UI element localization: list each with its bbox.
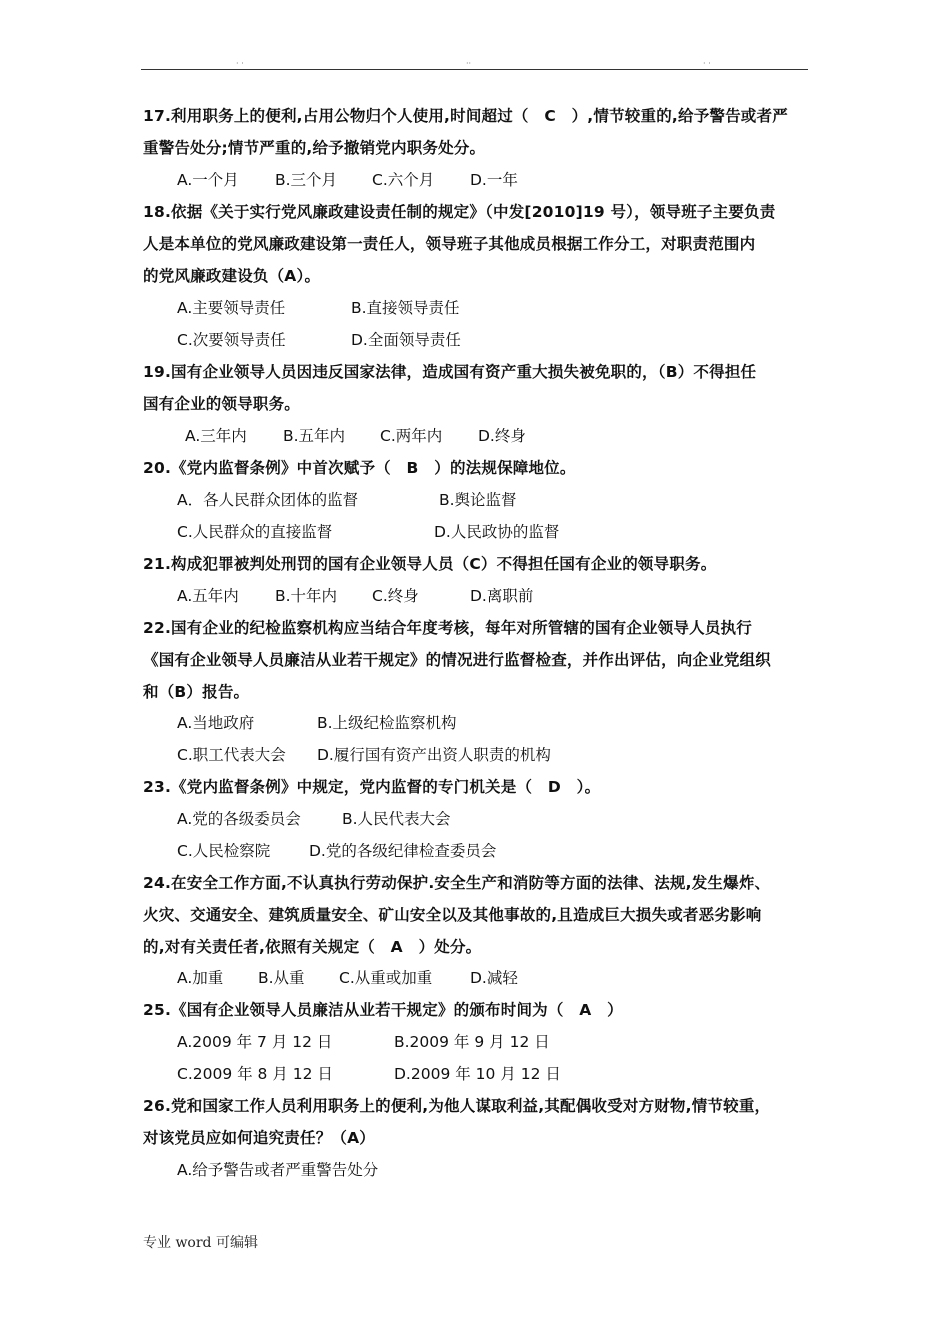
question-25 bbox=[143, 994, 811, 1026]
option-d: D.全面领导责任 bbox=[351, 331, 461, 349]
option-a: A.2009 年 7 月 12 日 bbox=[177, 1033, 333, 1051]
question-text-line: 对该党员应如何追究责任？（A） bbox=[143, 1129, 375, 1147]
option-b: B.舆论监督 bbox=[439, 491, 517, 509]
header-mark-right: · · bbox=[703, 59, 711, 68]
option-c: C.从重或加重 bbox=[339, 969, 433, 987]
question-text-line: 18.依据《关于实行党风廉政建设责任制的规定》（中发[2010]19 号），领导班子主要负责 bbox=[143, 203, 776, 221]
option-b: B.五年内 bbox=[283, 427, 346, 445]
question-text-line: 22.国有企业的纪检监察机构应当结合年度考核，每年对所管辖的国有企业领导人员执行 bbox=[143, 619, 752, 637]
option-d: D.终身 bbox=[478, 427, 526, 445]
question-17 bbox=[143, 100, 811, 164]
question-text-line: 19.国有企业领导人员因违反国家法律，造成国有资产重大损失被免职的，（B）不得担任 bbox=[143, 363, 757, 381]
option-c: C.人民群众的直接监督 bbox=[177, 523, 333, 541]
option-a: A.五年内 bbox=[177, 587, 239, 605]
question-text-line: 国有企业的领导职务。 bbox=[143, 395, 301, 413]
option-a: A.一个月 bbox=[177, 171, 239, 189]
option-a: A.三年内 bbox=[185, 427, 247, 445]
option-b: B.从重 bbox=[258, 969, 305, 987]
option-a: A.党的各级委员会 bbox=[177, 810, 301, 828]
question-text-line: 和（B）报告。 bbox=[143, 683, 250, 701]
option-c: C.终身 bbox=[372, 587, 419, 605]
question-text-line: 21.构成犯罪被判处刑罚的国有企业领导人员（C）不得担任国有企业的领导职务。 bbox=[143, 555, 717, 573]
option-b: B.2009 年 9 月 12 日 bbox=[394, 1033, 550, 1051]
option-c: C.次要领导责任 bbox=[177, 331, 286, 349]
option-d: D.2009 年 10 月 12 日 bbox=[394, 1065, 561, 1083]
question-19 bbox=[143, 356, 811, 420]
question-text-line: 人是本单位的党风廉政建设第一责任人，领导班子其他成员根据工作分工，对职责范围内 bbox=[143, 235, 756, 253]
question-23 bbox=[143, 771, 811, 803]
question-text-line: 20.《党内监督条例》中首次赋予（ B ）的法规保障地位。 bbox=[143, 459, 576, 477]
option-d: D.人民政协的监督 bbox=[434, 523, 560, 541]
option-b: B.三个月 bbox=[275, 171, 338, 189]
question-text-line: 17.利用职务上的便利,占用公物归个人使用,时间超过（ C ）,情节较重的,给予警告或者严 bbox=[143, 107, 788, 125]
option-a: A.加重 bbox=[177, 969, 224, 987]
question-text-line: 重警告处分;情节严重的,给予撤销党内职务处分。 bbox=[143, 139, 486, 157]
option-d: D.一年 bbox=[470, 171, 518, 189]
option-a: A.当地政府 bbox=[177, 714, 255, 732]
option-d: D.党的各级纪律检查委员会 bbox=[309, 842, 497, 860]
question-text-line: 23.《党内监督条例》中规定，党内监督的专门机关是（ D ）。 bbox=[143, 778, 601, 796]
option-c: C.职工代表大会 bbox=[177, 746, 286, 764]
question-text-line: 25.《国有企业领导人员廉洁从业若干规定》的颁布时间为（ A ） bbox=[143, 1001, 623, 1019]
question-26 bbox=[143, 1090, 811, 1154]
option-b: B.直接领导责任 bbox=[351, 299, 460, 317]
option-b: B.人民代表大会 bbox=[342, 810, 451, 828]
option-c: C.两年内 bbox=[380, 427, 443, 445]
option-d: D.离职前 bbox=[470, 587, 534, 605]
header-rule bbox=[141, 69, 808, 70]
option-b: B.十年内 bbox=[275, 587, 338, 605]
option-d: D.履行国有资产出资人职责的机构 bbox=[317, 746, 551, 764]
option-d: D.减轻 bbox=[470, 969, 518, 987]
option-a: A．各人民群众团体的监督 bbox=[177, 491, 359, 509]
question-text-line: 26.党和国家工作人员利用职务上的便利,为他人谋取利益,其配偶收受对方财物,情节较重， bbox=[143, 1097, 771, 1115]
option-c: C.人民检察院 bbox=[177, 842, 271, 860]
question-22 bbox=[143, 612, 811, 708]
question-20 bbox=[143, 452, 811, 484]
option-a: A.给予警告或者严重警告处分 bbox=[177, 1161, 379, 1179]
question-text-line: 火灾、交通安全、建筑质量安全、矿山安全以及其他事故的,且造成巨大损失或者恶劣影响 bbox=[143, 906, 762, 924]
question-text-line: 《国有企业领导人员廉洁从业若干规定》的情况进行监督检查，并作出评估，向企业党组织 bbox=[143, 651, 772, 669]
option-b: B.上级纪检监察机构 bbox=[317, 714, 457, 732]
option-c: C.2009 年 8 月 12 日 bbox=[177, 1065, 333, 1083]
header-mark-left: · · bbox=[236, 59, 244, 68]
question-21 bbox=[143, 548, 811, 580]
question-text-line: 24.在安全工作方面,不认真执行劳动保护.安全生产和消防等方面的法律、法规,发生爆炸、 bbox=[143, 874, 771, 892]
page-footer: 专业 word 可编辑 bbox=[143, 1235, 258, 1251]
question-18 bbox=[143, 196, 811, 292]
question-24 bbox=[143, 867, 811, 963]
header-mark-center: ·· bbox=[466, 59, 472, 68]
option-c: C.六个月 bbox=[372, 171, 435, 189]
question-text-line: 的,对有关责任者,依照有关规定（ A ）处分。 bbox=[143, 938, 482, 956]
option-a: A.主要领导责任 bbox=[177, 299, 286, 317]
question-text-line: 的党风廉政建设负（A）。 bbox=[143, 267, 321, 285]
